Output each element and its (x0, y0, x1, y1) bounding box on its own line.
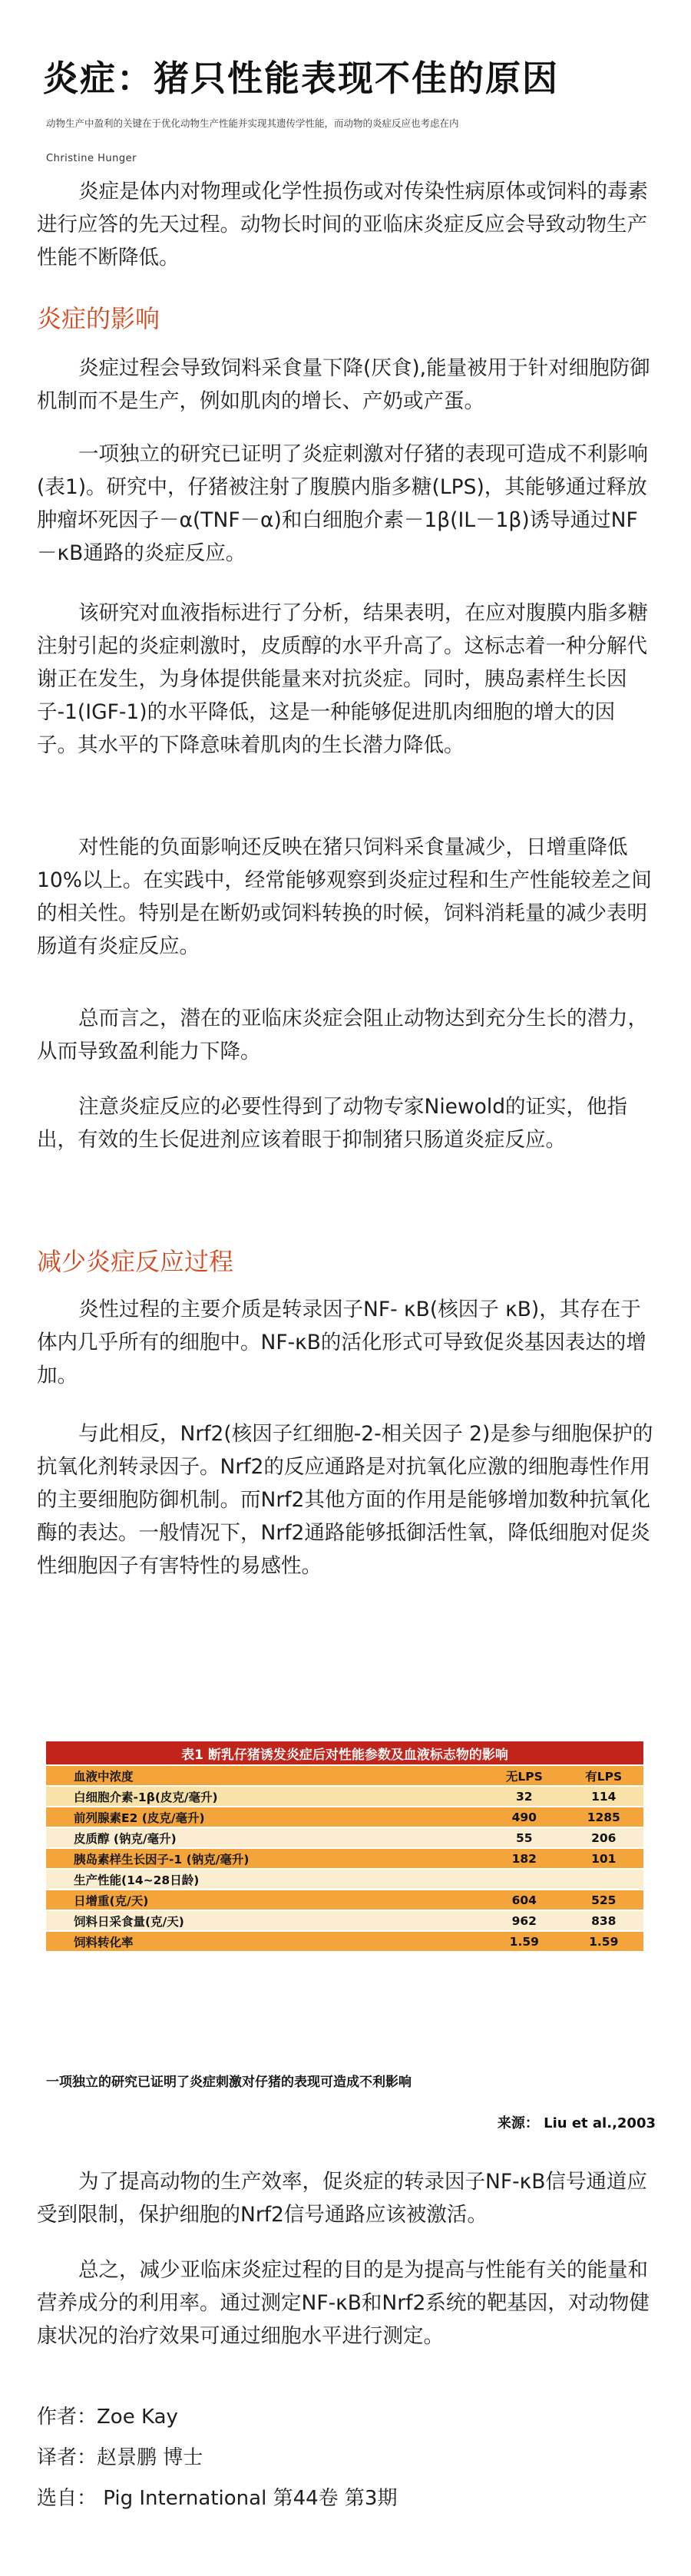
table-row (46, 1890, 643, 1910)
credit-translator: 译者：赵景鹏 博士 (37, 2446, 203, 2469)
section-heading-impact: 炎症的影响 (37, 304, 160, 333)
row-label: 饲料日采食量(克/天) (46, 1910, 484, 1931)
row-label: 白细胞介素-1β(皮克/毫升) (46, 1786, 484, 1807)
row-value-with-lps: 114 (564, 1786, 643, 1807)
row-label: 生产性能(14~28日龄) (46, 1869, 484, 1890)
row-value-with-lps: 206 (564, 1827, 643, 1848)
table-row (46, 1827, 643, 1848)
section-heading-reduce: 减少炎症反应过程 (37, 1247, 234, 1276)
credit-source: 选自： Pig International 第44卷 第3期 (37, 2487, 398, 2510)
paragraph: 为了提高动物的生产效率，促炎症的转录因子NF-κB信号通道应受到限制，保护细胞的Nrf2信号通路应该被激活。 (37, 2170, 647, 2227)
row-label: 日增重(克/天) (46, 1890, 484, 1910)
row-value-with-lps (564, 1869, 643, 1890)
row-value-no-lps: 32 (484, 1786, 564, 1807)
row-label: 皮质醇 (钠克/毫升) (46, 1827, 484, 1848)
paragraph: 该研究对血液指标进行了分析，结果表明，在应对腹膜内脂多糖注射引起的炎症刺激时，皮质醇的水平升高了。这标志着一种分解代谢正在发生，为身体提供能量来对抗炎症。同时，胰岛素样生长因子-1(IGF-1)的水平降低，这是一种能够促进肌肉细胞的增大的因子。其水平的下降意味着肌肉的生长潜力降低。 (37, 601, 648, 757)
table-row (46, 1931, 643, 1952)
table-row (46, 1869, 643, 1890)
table-row (46, 1807, 643, 1827)
table-row (46, 1910, 643, 1931)
subtitle: 动物生产中盈利的关键在于优化动物生产性能并实现其遗传学性能，而动物的炎症反应也考虑在内 (46, 117, 459, 129)
row-value-no-lps (484, 1869, 564, 1890)
table-row (46, 1786, 643, 1807)
row-label: 饲料转化率 (46, 1931, 484, 1952)
row-label: 胰岛素样生长因子-1 (钠克/毫升) (46, 1848, 484, 1869)
paragraph: 一项独立的研究已证明了炎症刺激对仔猪的表现可造成不利影响(表1)。研究中，仔猪被注射了腹膜内脂多糖(LPS)，其能够通过释放肿瘤坏死因子－α(TNF－α)和白细胞介素－1β(IL－1β)诱导通过NF－κB通路的炎症反应。 (37, 442, 648, 565)
table-header-no-lps: 无LPS (484, 1765, 564, 1786)
paragraph: 与此相反，Nrf2(核因子红细胞-2-相关因子 2)是参与细胞保护的抗氧化剂转录因子。Nrf2的反应通路是对抗氧化应激的细胞毒性作用的主要细胞防御机制。而Nrf2其他方面的作用是能够增加数种抗氧化酶的表达。一般情况下，Nrf2通路能够抵御活性氧，降低细胞对促炎性细胞因子有害特性的易感性。 (37, 1422, 653, 1578)
table-header-label: 血液中浓度 (46, 1765, 484, 1786)
row-value-with-lps: 1.59 (564, 1931, 643, 1952)
paragraph: 对性能的负面影响还反映在猪只饲料采食量减少，日增重降低10%以上。在实践中，经常能够观察到炎症过程和生产性能较差之间的相关性。特别是在断奶或饲料转换的时候，饲料消耗量的减少表明肠道有炎症反应。 (37, 835, 652, 958)
row-label: 前列腺素E2 (皮克/毫升) (46, 1807, 484, 1827)
table-title: 表1 断乳仔猪诱发炎症后对性能参数及血液标志物的影响 (46, 1741, 643, 1765)
paragraph: 炎性过程的主要介质是转录因子NF- κB(核因子 κB)，其存在于体内几乎所有的细胞中。NF-κB的活化形式可导致促炎基因表达的增加。 (37, 1298, 646, 1387)
paragraph: 炎症过程会导致饲料采食量下降(厌食),能量被用于针对细胞防御机制而不是生产，例如肌肉的增长、产奶或产蛋。 (37, 356, 650, 413)
row-value-no-lps: 55 (484, 1827, 564, 1848)
row-value-with-lps: 101 (564, 1848, 643, 1869)
row-value-with-lps: 1285 (564, 1807, 643, 1827)
table-source: 来源： Liu et al.,2003 (497, 2115, 656, 2131)
row-value-no-lps: 182 (484, 1848, 564, 1869)
author-name: Christine Hunger (46, 153, 137, 164)
data-table (46, 1741, 643, 1953)
row-value-with-lps: 838 (564, 1910, 643, 1931)
page-title: 炎症：猪只性能表现不佳的原因 (43, 58, 559, 99)
row-value-no-lps: 604 (484, 1890, 564, 1910)
row-value-no-lps: 490 (484, 1807, 564, 1827)
credit-author: 作者：Zoe Kay (37, 2406, 178, 2429)
paragraph: 总之，减少亚临床炎症过程的目的是为提高与性能有关的能量和营养成分的利用率。通过测定NF-κB和Nrf2系统的靶基因，对动物健康状况的治疗效果可通过细胞水平进行测定。 (37, 2258, 650, 2348)
table-row (46, 1848, 643, 1869)
row-value-no-lps: 962 (484, 1910, 564, 1931)
table-header-with-lps: 有LPS (564, 1765, 643, 1786)
paragraph: 注意炎症反应的必要性得到了动物专家Niewold的证实，他指出，有效的生长促进剂应该着眼于抑制猪只肠道炎症反应。 (37, 1095, 628, 1152)
row-value-with-lps: 525 (564, 1890, 643, 1910)
row-value-no-lps: 1.59 (484, 1931, 564, 1952)
paragraph: 总而言之，潜在的亚临床炎症会阻止动物达到充分生长的潜力，从而导致盈利能力下降。 (37, 1007, 648, 1063)
paragraph-intro: 炎症是体内对物理或化学性损伤或对传染性病原体或饲料的毒素进行应答的先天过程。动物长时间的亚临床炎症反应会导致动物生产性能不断降低。 (37, 180, 648, 270)
table-caption: 一项独立的研究已证明了炎症刺激对仔猪的表现可造成不利影响 (46, 2075, 412, 2090)
